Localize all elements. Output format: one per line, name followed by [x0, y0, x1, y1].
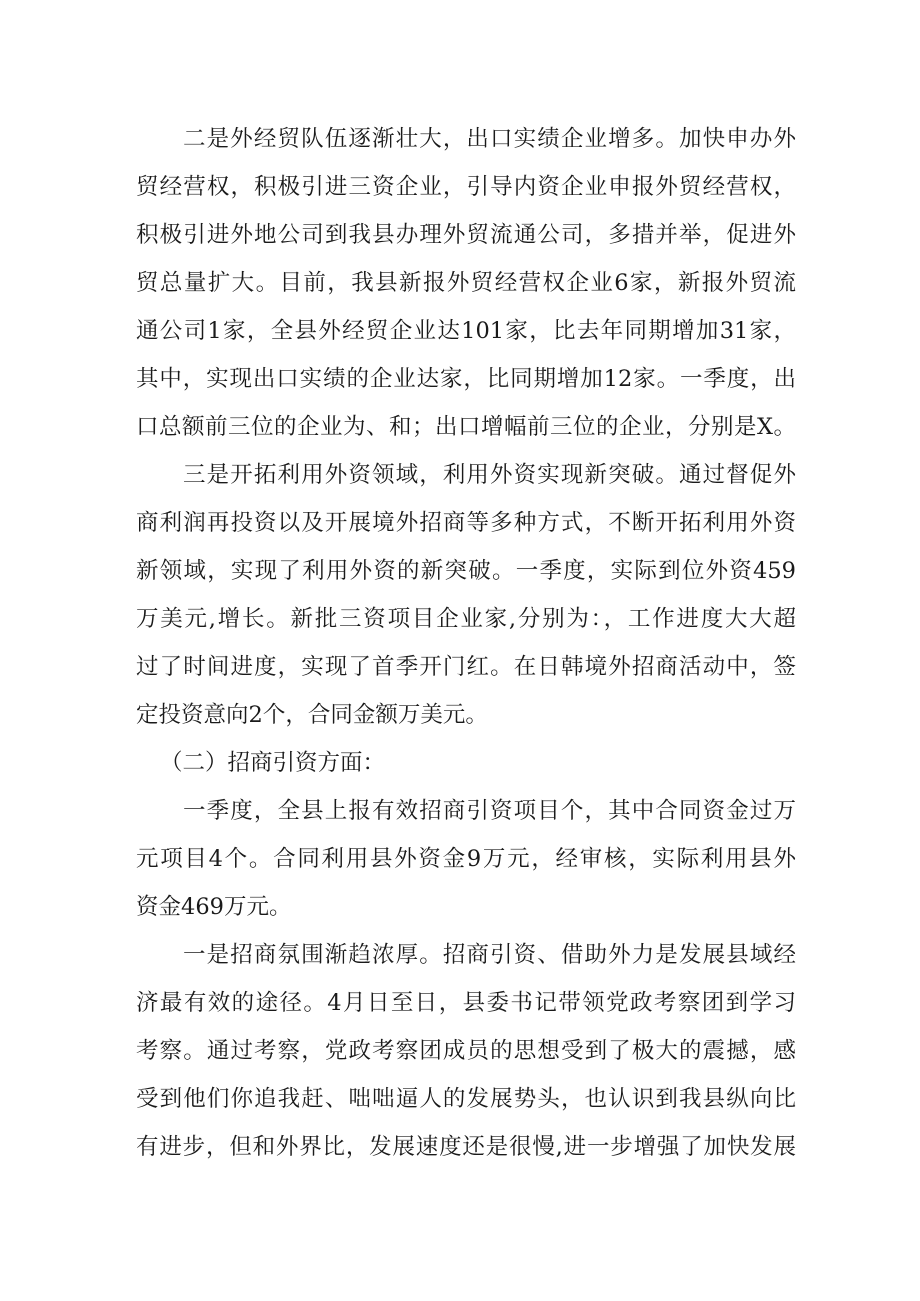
- paragraph-line: 商利润再投资以及开展境外招商等多种方式，不断开拓利用外资: [136, 510, 796, 536]
- paragraph-line: 其中，实现出口实绩的企业达家，比同期增加12家。一季度，出: [136, 366, 796, 392]
- paragraph-line: 口总额前三位的企业为、和；出口增幅前三位的企业，分别是X。: [136, 414, 796, 440]
- paragraph-line: 定投资意向2个，合同金额万美元。: [136, 702, 488, 728]
- paragraph-line: 济最有效的途径。4月日至日，县委书记带领党政考察团到学习: [136, 990, 796, 1016]
- section-heading: （二）招商引资方面：: [160, 750, 386, 776]
- paragraph-line: 二是外经贸队伍逐渐壮大，出口实绩企业增多。加快申办外: [183, 126, 796, 152]
- paragraph-line: 有进步，但和外界比，发展速度还是很慢,进一步增强了加快发展: [136, 1134, 796, 1160]
- paragraph-line: 一是招商氛围渐趋浓厚。招商引资、借助外力是发展县域经: [183, 942, 796, 968]
- paragraph-line: 通公司1家，全县外经贸企业达101家，比去年同期增加31家，: [136, 318, 796, 344]
- paragraph-line: 一季度，全县上报有效招商引资项目个，其中合同资金过万: [183, 798, 796, 824]
- paragraph-line: 积极引进外地公司到我县办理外贸流通公司，多措并举，促进外: [136, 222, 796, 248]
- paragraph-line: 贸总量扩大。目前，我县新报外贸经营权企业6家，新报外贸流: [136, 270, 796, 296]
- paragraph-line: 考察。通过考察，党政考察团成员的思想受到了极大的震撼，感: [136, 1038, 796, 1064]
- paragraph-line: 资金469万元。: [136, 894, 292, 920]
- paragraph-line: 元项目4个。合同利用县外资金9万元，经审核，实际利用县外: [136, 846, 796, 872]
- paragraph-line: 万美元,增长。新批三资项目企业家,分别为：，工作进度大大超: [136, 606, 796, 632]
- paragraph-line: 新领域，实现了利用外资的新突破。一季度，实际到位外资459: [136, 558, 796, 584]
- paragraph-line: 受到他们你追我赶、咄咄逼人的发展势头，也认识到我县纵向比: [136, 1086, 796, 1112]
- paragraph-line: 过了时间进度，实现了首季开门红。在日韩境外招商活动中，签: [136, 654, 796, 680]
- paragraph-line: 贸经营权，积极引进三资企业，引导内资企业申报外贸经营权，: [136, 174, 796, 200]
- paragraph-line: 三是开拓利用外资领域，利用外资实现新突破。通过督促外: [183, 462, 796, 488]
